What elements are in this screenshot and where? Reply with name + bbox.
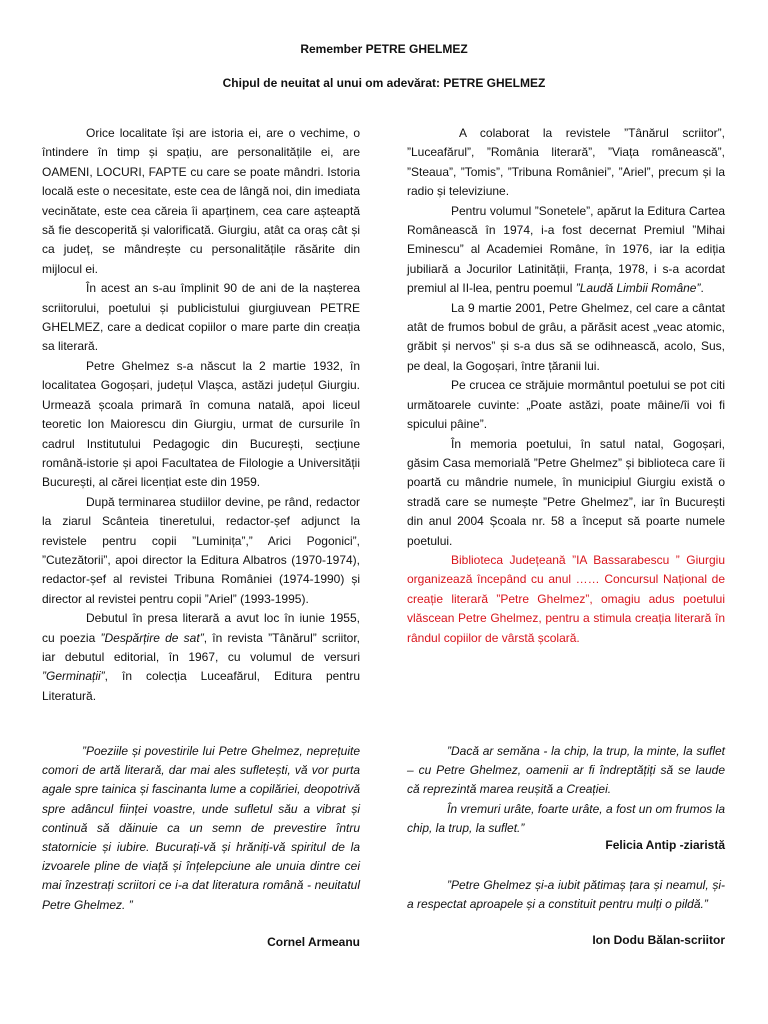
quote-left (42, 742, 360, 915)
poem-title: ”Despărțire de sat” (100, 630, 204, 645)
quote-author: Ion Dodu Bălan-scriitor (592, 933, 725, 947)
paragraph: Orice localitate își are istoria ei, are o vechime, o întindere în timp și spațiu, are personalitățile ei, are OAMENI, LOCURI, FAPTE cu care se poate mândri. Istoria locală este o necesitate, este cea de lângă noi, din imediata vecinătate, este cea căreia îi aparținem, cea care așteaptă să fie descoperită și valorificată. Giurgiu, atât ca oraș cât și ca județ, se mândrește cu personalitățile răsărite din mijlocul ei. (42, 126, 360, 276)
paragraph (42, 609, 360, 706)
right-column (407, 124, 725, 648)
paragraph: Petre Ghelmez s-a născut la 2 martie 1932, în localitatea Gogoșari, județul Vlașca, astăzi județul Giurgiu. Urmează școala primară în comuna natală, apoi liceul teoretic Ion Maiorescu din Giurgiu, urmat de cursurile în cadrul Institutului Pedagogic din București, secțiune română-istorie și apoi Facultatea de Filologie a Universității București, al cărei licențiat este din 1959. (42, 358, 360, 490)
quote-text: ”Dacă ar semăna - la chip, la trup, la minte, la suflet – cu Petre Ghelmez, oamenii ar fi îndreptățiți să se laude că reprezintă marea reușită a Creației. (407, 744, 725, 797)
text-run: , în revista ”Tânărul” scriitor, iar debutul editorial, în 1967, cu volumul de versuri (42, 630, 360, 664)
text-run: . (700, 281, 704, 296)
quote-author: Cornel Armeanu (267, 935, 360, 949)
paragraph: Pe crucea ce străjuie mormântul poetului se pot citi următoarele cuvinte: „Poate astăzi, poate mâine/îi voi fi spicului pâine”. (407, 378, 725, 432)
paragraph: După terminarea studiilor devine, pe rând, redactor la ziarul Scânteia tineretului, redactor-șef adjunct la revistele pentru copii ”Luminița”,” Arici Pogonici”, ”Cutezătorii”, apoi director la Editura Albatros (1970-1974), redactor-șef al revistei Tribuna României (1974-1990) și director al revistei pentru copii ”Ariel” (1993-1995). (42, 494, 360, 606)
quote-author: Felicia Antip -ziaristă (605, 838, 725, 852)
text-run: Pentru volumul ”Sonetele”, apărut la Editura Cartea Românească în 1974, i-a fost decernat Premiul ”Mihai Eminescu” al Academiei Române, în 1976, iar la ediția jubiliară a Jocurilor Latinității, Franța, 1978, i s-a acordat premiul al II-lea, pentru poemul (407, 203, 725, 296)
text-run: , în colecția Luceafărul, Editura pentru Literatură. (42, 669, 360, 703)
page-title: Remember PETRE GHELMEZ (300, 42, 468, 56)
poem-title: ”Laudă Limbii Române” (575, 281, 701, 296)
volume-title: ”Germinații” (42, 669, 105, 684)
paragraph: În acest an s-au împlinit 90 de ani de la nașterea scriitorului, poetului și publicistului giurgiuvean PETRE GHELMEZ, care a dedicat copiilor o mare parte din creația sa literară. (42, 281, 360, 354)
paragraph: A colaborat la revistele ”Tânărul scriitor”, ”Luceafărul”, ”România literară”, ”Viața românească”, ”Steaua”, ”Tomis”, ”Tribuna României”, ”Ariel”, precum și la radio și televiziune. (407, 126, 725, 199)
contest-announcement: Biblioteca Județeană ”IA Bassarabescu ” Giurgiu organizează începând cu anul …… Concursul Național de creație literară ”Petre Ghelmez”, omagiu adus poetului vlăscean Petre Ghelmez, pentru a stimula creația literară în rândul copiilor de vârstă școlară. (407, 552, 725, 645)
paragraph (407, 202, 725, 299)
text-run: Debutul în presa literară a avut loc în iunie 1955, cu poezia (42, 611, 360, 645)
quote-text: ”Poeziile și povestirile lui Petre Ghelmez, neprețuite comori de artă literară, dar mai ales sufletești, vă vor purta agale spre tainica și fascinanta lume a copilăriei, deopotrivă spre adâncul ființei voastre, unde sufletul său a vibrat și continuă să dăinuie ca un semn de prevestire întru statornicie și iubire. Bucurați-vă și hrăniți-vă spiritul de la izvoarele pline de viață și înțelepciune ale unuia dintre cei mai înzestrați scriitori ce i-a dat literatura română - neuitatul Petre Ghelmez. ” (42, 744, 360, 912)
paragraph: La 9 martie 2001, Petre Ghelmez, cel care a cântat atât de frumos bobul de grâu, a părăsit acest „veac atomic, grăbit și nervos” și s-a dus să se odihnească, acolo, Sus, pe deal, la Gogoșari, între țăranii lui. (407, 300, 725, 373)
quote-right-2 (407, 876, 725, 914)
page-subtitle: Chipul de neuitat al unui om adevărat: PETRE GHELMEZ (222, 76, 546, 90)
quote-right-1 (407, 742, 725, 838)
paragraph: În memoria poetului, în satul natal, Gogoșari, găsim Casa memorială ”Petre Ghelmez” și biblioteca care îi poartă cu mândrie numele, în municipiul Giurgiu există o stradă care se numește ”Petre Ghelmez”, iar în București din anul 2004 Școala nr. 58 a început să poarte numele poetului. (407, 436, 725, 548)
left-column (42, 124, 360, 706)
quote-text: ”Petre Ghelmez și-a iubit pătimaș țara și neamul, și-a respectat aproapele și a constituit pentru mulți o pildă.” (407, 878, 725, 912)
quote-text: În vremuri urâte, foarte urâte, a fost un om frumos la chip, la trup, la suflet.” (407, 801, 725, 835)
